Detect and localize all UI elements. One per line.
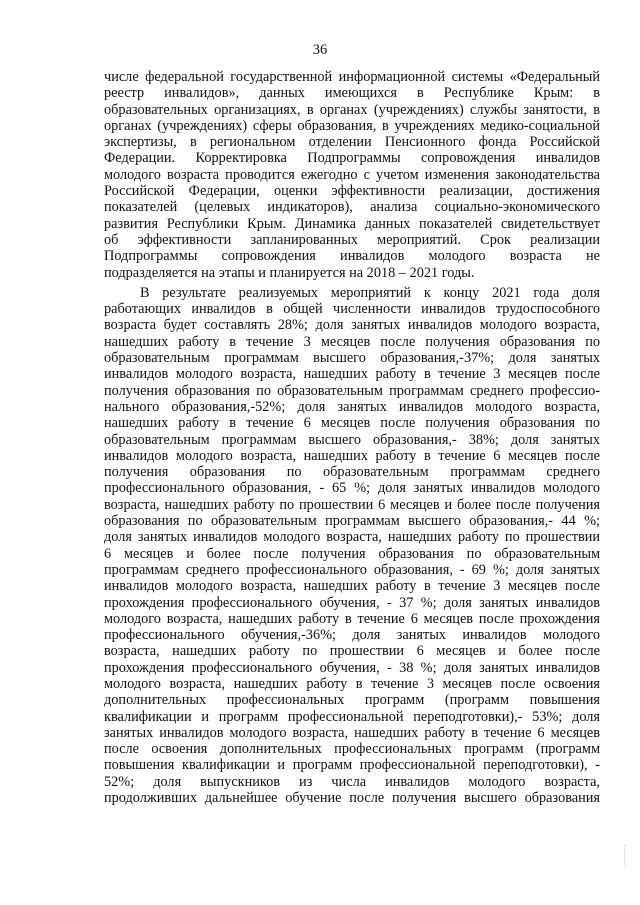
- text-line: нашедших работу в течение 6 месяцев после получения образования по: [104, 415, 600, 432]
- text-line: Подпрограммы сопровождения инвалидов молодого возраста не: [104, 248, 600, 265]
- text-line: реестр инвалидов», данных имеющихся в Республике Крым: в: [104, 85, 600, 102]
- text-line: молодого возраста проводится ежегодно с учетом изменения законодательства: [104, 166, 600, 183]
- text-line: работающих инвалидов в общей численности инвалидов трудоспособного: [104, 301, 600, 318]
- text-line: органах (учреждениях) сферы образования, в учреждениях медико-социальной: [104, 117, 600, 134]
- page-number: 36: [312, 42, 328, 58]
- text-line: повышения квалификации и программ профессиональной переподготовки), -: [104, 757, 600, 774]
- text-line: инвалидов молодого возраста, нашедших работу в течение 6 месяцев после: [104, 447, 600, 464]
- paragraph: [104, 69, 600, 281]
- text-line: В результате реализуемых мероприятий к концу 2021 года доля: [140, 284, 600, 301]
- text-line: прохождения профессионального обучения, - 38 %; доля занятых инвалидов: [104, 659, 600, 676]
- text-line: продолживших дальнейшее обучение после получения высшего образования: [104, 790, 600, 807]
- text-line: доля занятых инвалидов молодого возраста, нашедших работу по прошествии: [104, 529, 600, 546]
- text-line: числе федеральной государственной информационной системы «Федеральный: [104, 69, 600, 85]
- text-line: нашедших работу в течение 3 месяцев после получения образования по: [104, 333, 600, 350]
- text-line: молодого возраста, нашедших работу в течение 3 месяцев после освоения: [104, 675, 600, 692]
- text-line: возраста, нашедших работу по прошествии 6 месяцев и более после: [104, 643, 600, 660]
- text-line: прохождения профессионального обучения, - 37 %; доля занятых инвалидов: [104, 594, 600, 611]
- body-text: [104, 69, 600, 806]
- text-line: возраста будет составлять 28%; доля занятых инвалидов молодого возраста,: [104, 317, 600, 334]
- text-line: программам среднего профессионального образования, - 69 %; доля занятых: [104, 561, 600, 578]
- text-line: образования по образовательным программам высшего образования,- 44 %;: [104, 513, 600, 530]
- text-line: после освоения дополнительных профессиональных программ (программ: [104, 741, 600, 758]
- paragraph: [104, 285, 600, 807]
- text-line: получения образования по образовательным программам среднего: [104, 464, 600, 481]
- text-line: инвалидов молодого возраста, нашедших работу в течение 3 месяцев после: [104, 578, 600, 595]
- text-line: получения образования по образовательным программам среднего профессио-: [104, 382, 600, 399]
- text-line: возраста, нашедших работу по прошествии 6 месяцев и более после получения: [104, 496, 600, 513]
- text-line: профессионального образования, - 65 %; доля занятых инвалидов молодого: [104, 480, 600, 497]
- text-line: Федерации. Корректировка Подпрограммы сопровождения инвалидов: [104, 150, 600, 167]
- text-line: показателей (целевых индикаторов), анализа социально-экономического: [104, 199, 600, 216]
- text-line: дополнительных профессиональных программ (программ повышения: [104, 692, 600, 709]
- text-line: образовательным программам высшего образования,- 38%; доля занятых: [104, 431, 600, 448]
- text-line: инвалидов молодого возраста, нашедших работу в течение 3 месяцев после: [104, 366, 600, 383]
- margin-scan-mark: [624, 845, 629, 867]
- text-line: развития Республики Крым. Динамика данных показателей свидетельствует: [104, 215, 600, 232]
- text-line: образовательных организациях, в органах (учреждениях) службы занятости, в: [104, 101, 600, 118]
- text-line: подразделяется на этапы и планируется на 2018 – 2021 годы.: [104, 264, 475, 281]
- text-line: молодого возраста, нашедших работу в течение 6 месяцев после прохождения: [104, 610, 600, 627]
- text-line: 6 месяцев и более после получения образования по образовательным: [104, 545, 600, 562]
- text-line: 52%; доля выпускников из числа инвалидов молодого возраста,: [104, 773, 600, 790]
- text-line: нального образования,-52%; доля занятых инвалидов молодого возраста,: [104, 398, 600, 415]
- text-line: занятых инвалидов молодого возраста, нашедших работу в течение 6 месяцев: [104, 724, 600, 741]
- text-line: образовательным программам высшего образования,-37%; доля занятых: [104, 350, 600, 367]
- text-line: профессионального обучения,-36%; доля занятых инвалидов молодого: [104, 627, 600, 644]
- text-line: квалификации и программ профессиональной переподготовки),- 53%; доля: [104, 708, 600, 725]
- text-line: об эффективности запланированных мероприятий. Срок реализации: [104, 231, 600, 248]
- text-line: экспертизы, в региональном отделении Пенсионного фонда Российской: [104, 134, 600, 151]
- text-line: Российской Федерации, оценки эффективности реализации, достижения: [104, 183, 600, 200]
